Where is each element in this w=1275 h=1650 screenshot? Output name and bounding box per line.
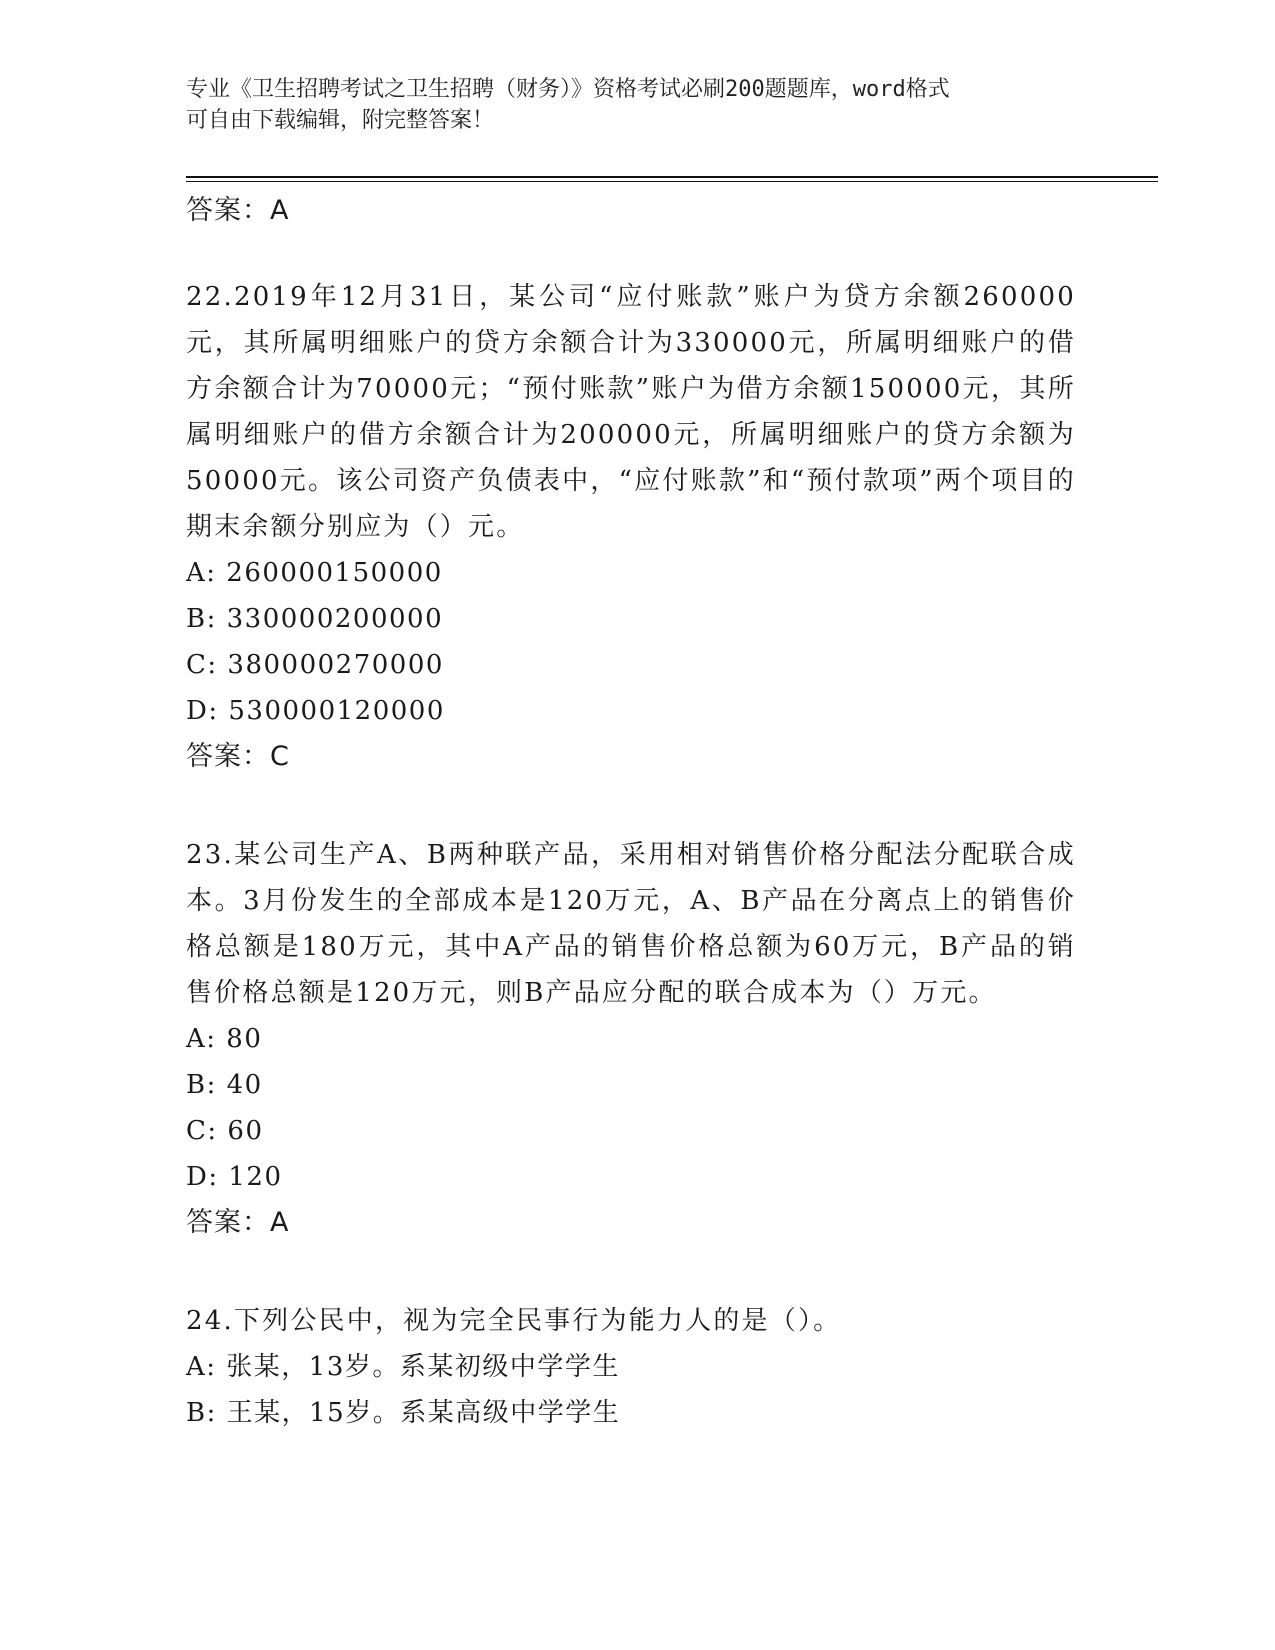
header-line-1: 专业《卫生招聘考试之卫生招聘（财务）》资格考试必刷200题题库，word格式 xyxy=(186,77,950,102)
question-block-23 xyxy=(186,832,1076,1246)
header-divider-thick xyxy=(186,176,1158,178)
question-text: 24.下列公民中，视为完全民事行为能力人的是（）。 xyxy=(186,1306,842,1336)
option-d: D: 120 xyxy=(186,1162,283,1192)
header-divider-thin xyxy=(186,181,1158,182)
question-text: 22.2019年12月31日，某公司“应付账款”账户为贷方余额260000元，其所属明细账户的贷方余额合计为330000元，所属明细账户的借方余额合计为70000元；“预付账款”账户为借方余额150000元，其所属明细账户的借方余额合计为200000元，所属明细账户的贷方余额为50000元。该公司资产负债表中，“应付账款”和“预付款项”两个项目的期末余额分别应为（）元。 xyxy=(186,282,1076,542)
option-a: A: 80 xyxy=(186,1024,263,1054)
question-block-24 xyxy=(186,1298,1076,1436)
option-d: D: 530000120000 xyxy=(186,696,445,726)
question-text: 23.某公司生产A、B两种联产品，采用相对销售价格分配法分配联合成本。3月份发生的全部成本是120万元，A、B产品在分离点上的销售价格总额是180万元，其中A产品的销售价格总额为60万元，B产品的销售价格总额是120万元，则B产品应分配的联合成本为（）万元。 xyxy=(186,840,1076,1008)
answer-line: 答案：A xyxy=(186,1207,290,1238)
option-c: C: 60 xyxy=(186,1116,264,1146)
option-a: A: 张某，13岁。系某初级中学学生 xyxy=(186,1352,620,1382)
option-b: B: 40 xyxy=(186,1070,263,1100)
previous-answer: 答案：A xyxy=(186,195,290,226)
option-c: C: 380000270000 xyxy=(186,650,444,680)
page-header xyxy=(186,74,1066,136)
answer-line: 答案：C xyxy=(186,741,290,772)
question-block-22 xyxy=(186,274,1076,780)
option-a: A: 260000150000 xyxy=(186,558,443,588)
document-body xyxy=(186,188,1076,1436)
option-b: B: 330000200000 xyxy=(186,604,444,634)
header-line-2: 可自由下载编辑，附完整答案！ xyxy=(186,108,495,133)
option-b: B: 王某，15岁。系某高级中学学生 xyxy=(186,1398,621,1428)
